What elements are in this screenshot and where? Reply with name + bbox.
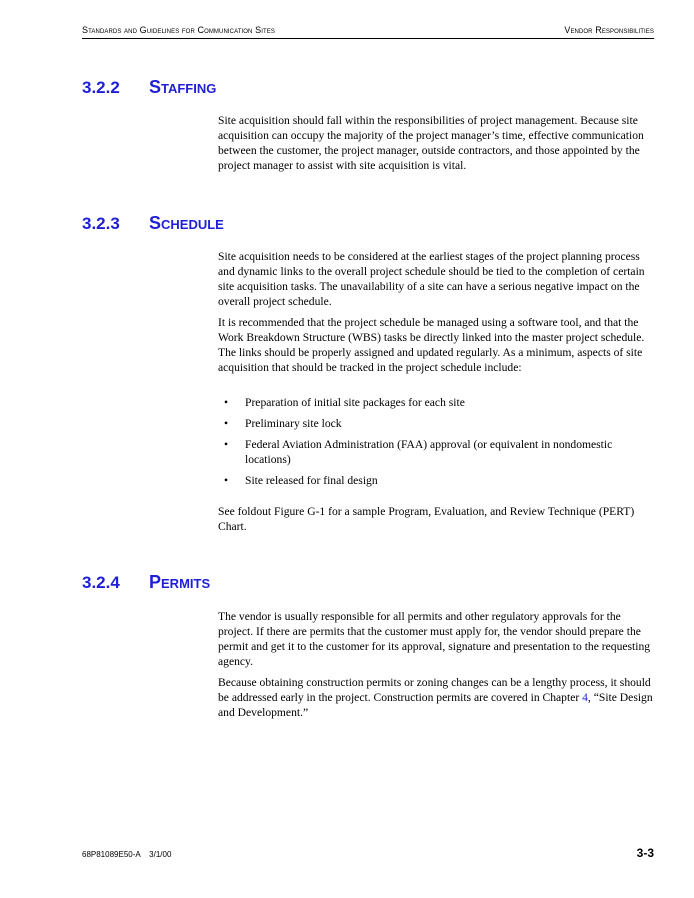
section-title-staffing: Staffing xyxy=(149,77,217,97)
list-item xyxy=(218,437,654,467)
list-item-text: Preparation of initial site packages for each site xyxy=(245,396,465,409)
staffing-paragraph: Site acquisition should fall within the responsibilities of project management. Because site acquisition can occupy the majority of the project manager’s time, effective communication between the customer, the project manager, outside contractors, and those appointed by the project manager to assist with site acquisition is vital. xyxy=(218,114,644,172)
bullet-icon: • xyxy=(224,396,229,409)
section-number-staffing: 3.2.2 xyxy=(82,78,120,97)
list-item xyxy=(218,473,654,488)
list-item-text: Preliminary site lock xyxy=(245,417,342,430)
section-title-permits: Permits xyxy=(149,572,211,592)
list-item xyxy=(218,416,654,431)
running-header-left: Standards and Guidelines for Communication Sites xyxy=(82,25,275,35)
schedule-paragraph-2: It is recommended that the project schedule be managed using a software tool, and that the Work Breakdown Structure (WBS) tasks be directly linked into the master project schedule. The links should be properly assigned and updated regularly. As a minimum, aspects of site acquisition that should be tracked in the project schedule include: xyxy=(218,316,645,374)
permits-paragraph-2-text-before: Because obtaining construction permits or zoning changes can be a lengthy process, it should be addressed early in the project. Construction permits are covered in Chapter xyxy=(218,676,651,704)
schedule-bullet-list xyxy=(218,395,654,494)
bullet-icon: • xyxy=(224,417,229,430)
document-id: 68P81089E50-A 3/1/00 xyxy=(82,850,172,859)
page-number: 3-3 xyxy=(636,846,654,860)
permits-paragraph-2 xyxy=(218,675,654,720)
section-number-permits: 3.2.4 xyxy=(82,573,120,592)
section-title-schedule: Schedule xyxy=(149,213,224,233)
header-rule xyxy=(82,38,654,39)
list-item-text: Site released for final design xyxy=(245,474,378,487)
bullet-icon: • xyxy=(224,474,229,487)
list-item xyxy=(218,395,654,410)
chapter-4-link[interactable]: 4 xyxy=(582,691,588,704)
schedule-paragraph-3: See foldout Figure G-1 for a sample Program, Evaluation, and Review Technique (PERT) Chart. xyxy=(218,505,635,533)
schedule-paragraph-1: Site acquisition needs to be considered at the earliest stages of the project planning process and dynamic links to the overall project schedule should be tied to the completion of certain site acquisition tasks. The unavailability of a site can have a serious negative impact on the overall project schedule. xyxy=(218,250,645,308)
permits-paragraph-2-text-after: , “Site Design and Development.” xyxy=(218,691,653,719)
bullet-icon: • xyxy=(224,438,229,451)
permits-paragraph-1: The vendor is usually responsible for all permits and other regulatory approvals for the project. If there are permits that the customer must apply for, the vendor should prepare the permit and get it to the customer for its approval, signature and presentation to the requesting agency. xyxy=(218,610,651,668)
section-number-schedule: 3.2.3 xyxy=(82,214,120,233)
running-header-right: Vendor Responsibilities xyxy=(564,25,654,35)
list-item-text: Federal Aviation Administration (FAA) approval (or equivalent in nondomestic locations) xyxy=(245,438,613,466)
